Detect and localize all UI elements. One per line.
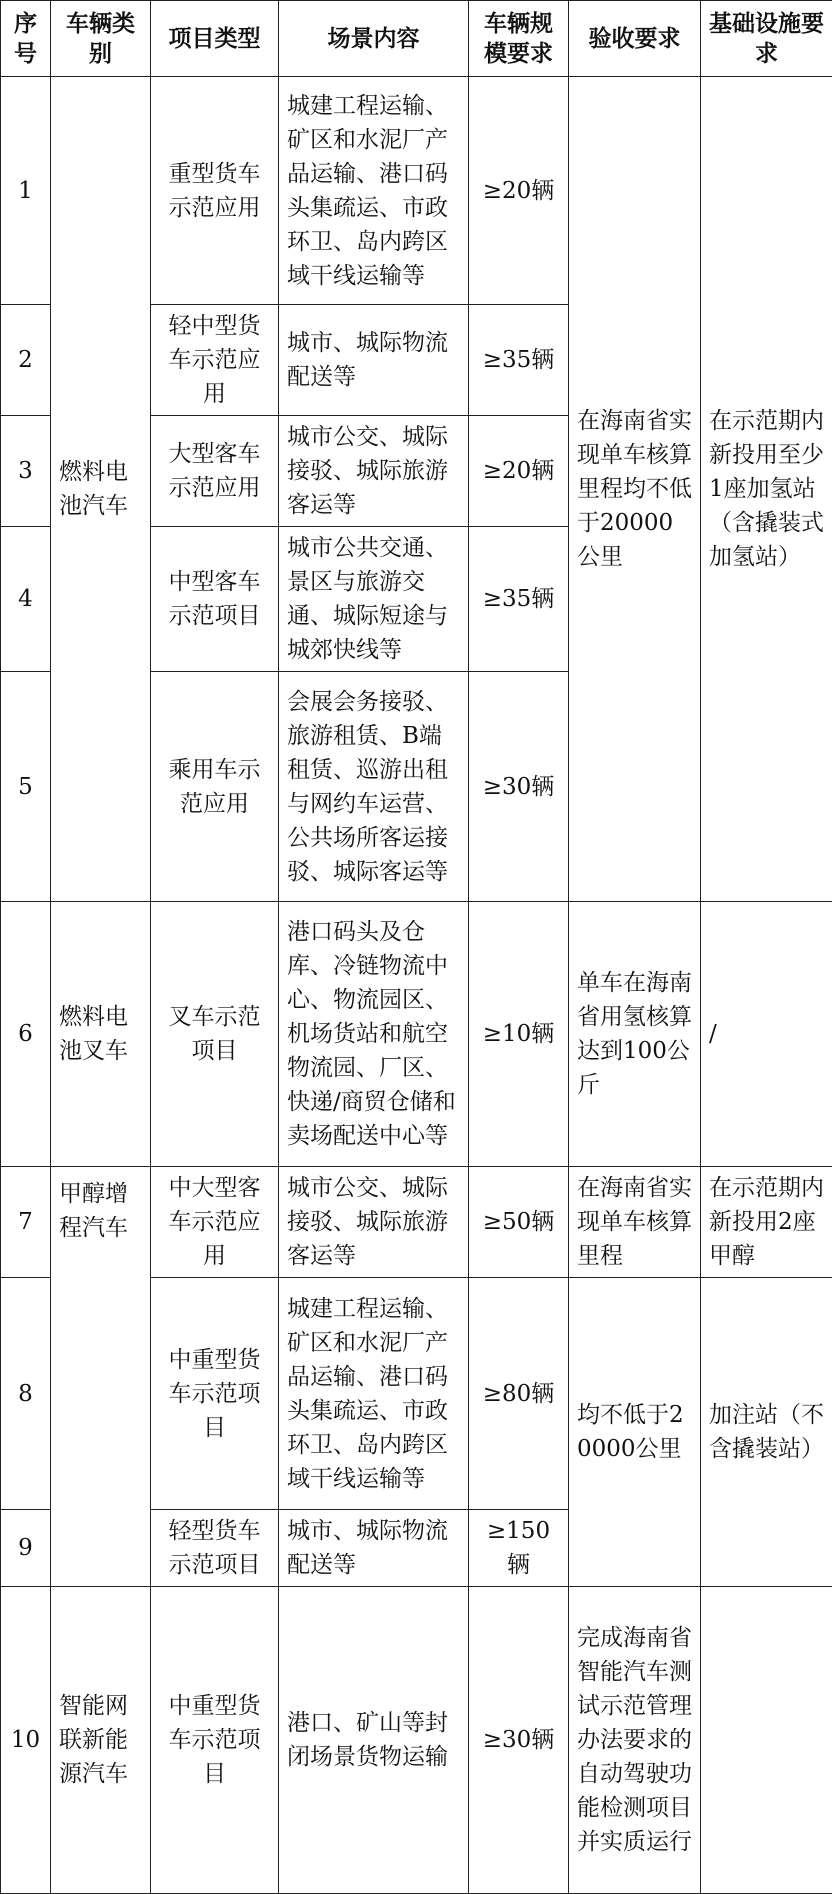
project-type-cell: 轻中型货车示范应用 [151, 305, 279, 416]
scale-cell: ≥20辆 [469, 416, 569, 527]
row-no: 4 [1, 527, 51, 672]
header-acceptance-requirement: 验收要求 [569, 1, 701, 77]
scale-cell: ≥30辆 [469, 672, 569, 902]
vehicle-category-cell: 燃料电池汽车 [51, 77, 151, 902]
row-no: 2 [1, 305, 51, 416]
scene-content-cell: 城市、城际物流配送等 [279, 1510, 469, 1587]
scene-content-cell: 港口、矿山等封闭场景货物运输 [279, 1587, 469, 1894]
vehicle-category-cell: 燃料电池叉车 [51, 902, 151, 1167]
row-no: 5 [1, 672, 51, 902]
scale-cell: ≥30辆 [469, 1587, 569, 1894]
scene-content-cell: 城建工程运输、矿区和水泥厂产品运输、港口码头集疏运、市政环卫、岛内跨区域干线运输等 [279, 1278, 469, 1510]
header-no: 序号 [1, 1, 51, 77]
row-no: 9 [1, 1510, 51, 1587]
row-no: 10 [1, 1587, 51, 1894]
row-no: 3 [1, 416, 51, 527]
project-type-cell: 大型客车示范应用 [151, 416, 279, 527]
scale-cell: ≥20辆 [469, 77, 569, 305]
acceptance-cell: 在海南省实现单车核算里程 [569, 1167, 701, 1278]
infrastructure-cell: 在示范期内新投用2座甲醇 [701, 1167, 832, 1278]
scale-cell: ≥10辆 [469, 902, 569, 1167]
scale-cell: ≥35辆 [469, 527, 569, 672]
scale-cell: ≥150辆 [469, 1510, 569, 1587]
vehicle-category-cell: 甲醇增程汽车 [51, 1167, 151, 1587]
header-scene-content: 场景内容 [279, 1, 469, 77]
scene-content-cell: 城市公共交通、景区与旅游交通、城际短途与城郊快线等 [279, 527, 469, 672]
header-project-type: 项目类型 [151, 1, 279, 77]
table-row [1, 902, 832, 1167]
table-row [1, 77, 832, 305]
scale-cell: ≥80辆 [469, 1278, 569, 1510]
scale-cell: ≥50辆 [469, 1167, 569, 1278]
acceptance-cell: 完成海南省智能汽车测试示范管理办法要求的自动驾驶功能检测项目并实质运行 [569, 1587, 701, 1894]
infrastructure-cell [701, 1587, 832, 1894]
row-no: 8 [1, 1278, 51, 1510]
scene-content-cell: 城建工程运输、矿区和水泥厂产品运输、港口码头集疏运、市政环卫、岛内跨区域干线运输等 [279, 77, 469, 305]
scene-content-cell: 城市公交、城际接驳、城际旅游客运等 [279, 1167, 469, 1278]
infrastructure-cell: / [701, 902, 832, 1167]
scene-content-cell: 港口码头及仓库、冷链物流中心、物流园区、机场货站和航空物流园、厂区、快递/商贸仓储和卖场配送中心等 [279, 902, 469, 1167]
scene-content-cell: 城市公交、城际接驳、城际旅游客运等 [279, 416, 469, 527]
header-row [1, 1, 832, 77]
scene-content-cell: 城市、城际物流配送等 [279, 305, 469, 416]
project-type-cell: 重型货车示范应用 [151, 77, 279, 305]
project-type-cell: 中型客车示范项目 [151, 527, 279, 672]
infrastructure-cell: 在示范期内新投用至少1座加氢站（含撬装式加氢站） [701, 77, 832, 902]
header-vehicle-category: 车辆类别 [51, 1, 151, 77]
acceptance-cell: 在海南省实现单车核算里程均不低于20000公里 [569, 77, 701, 902]
header-scale-requirement: 车辆规模要求 [469, 1, 569, 77]
project-type-cell: 中重型货车示范项目 [151, 1587, 279, 1894]
acceptance-cell: 单车在海南省用氢核算达到100公斤 [569, 902, 701, 1167]
project-type-cell: 乘用车示范应用 [151, 672, 279, 902]
scene-content-cell: 会展会务接驳、旅游租赁、B端租赁、巡游出租与网约车运营、公共场所客运接驳、城际客运等 [279, 672, 469, 902]
project-type-cell: 轻型货车示范项目 [151, 1510, 279, 1587]
acceptance-cell: 均不低于20000公里 [569, 1278, 701, 1587]
header-infrastructure-requirement: 基础设施要求 [701, 1, 832, 77]
infrastructure-cell: 加注站（不含撬装站） [701, 1278, 832, 1587]
scale-cell: ≥35辆 [469, 305, 569, 416]
row-no: 7 [1, 1167, 51, 1278]
table-row [1, 1587, 832, 1894]
row-no: 1 [1, 77, 51, 305]
project-type-cell: 中重型货车示范项目 [151, 1278, 279, 1510]
project-type-cell: 叉车示范项目 [151, 902, 279, 1167]
project-type-cell: 中大型客车示范应用 [151, 1167, 279, 1278]
row-no: 6 [1, 902, 51, 1167]
table-row [1, 1167, 832, 1278]
vehicle-category-cell: 智能网联新能源汽车 [51, 1587, 151, 1894]
